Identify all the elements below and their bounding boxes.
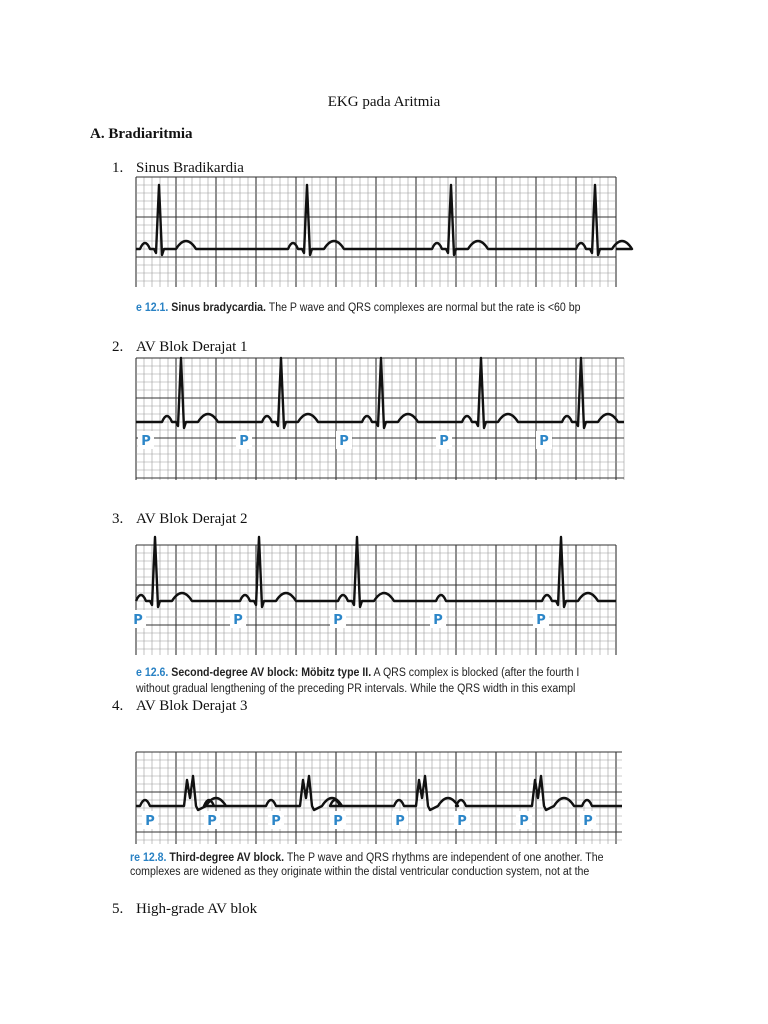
item-number: 2. [112,339,124,355]
p-label-text: P [395,814,405,829]
p-wave-label [436,431,452,449]
item-label: Sinus Bradikardia [136,160,244,176]
figure-number: e 12.6. [136,667,169,679]
item-label: AV Blok Derajat 1 [136,339,248,355]
p-wave-label [336,431,352,449]
ecg-strip-av-block-1 [136,358,624,480]
p-label-text: P [333,814,343,829]
figure-text: without gradual lengthening of the preceding PR intervals. While the QRS width in this exampl [136,683,576,695]
page-title: EKG pada Aritmia [327,94,441,110]
p-label-text: P [333,613,343,628]
p-label-text: P [583,814,593,829]
figure-caption-3 [136,667,579,679]
figure-title: Third-degree AV block. [169,852,285,864]
figure-caption-4-line2 [130,866,590,878]
figure-text: A QRS complex is blocked (after the fourth I [373,667,580,679]
p-label-text: P [433,613,443,628]
ecg-strip-svg [136,752,622,844]
ecg-trace [136,776,622,810]
p-label-text: P [519,814,529,829]
item-number: 4. [112,698,124,714]
p-label-text: P [141,434,151,449]
p-wave-label [580,811,596,829]
p-label-text: P [539,434,549,449]
p-wave-label [230,610,246,628]
figure-caption-4 [130,852,604,864]
p-wave-label [142,811,158,829]
ecg-strip-av-block-3 [136,752,622,844]
figure-title: Sinus bradycardia. [171,302,266,314]
p-wave-label [130,610,146,628]
p-wave-label [236,431,252,449]
p-label-text: P [271,814,281,829]
list-item-4 [112,698,248,715]
p-wave-label [204,811,220,829]
section-heading: A. Bradiaritmia [90,126,193,142]
figure-text: complexes are widened as they originate within the distal ventricular conduction system, not at the [130,866,590,878]
item-label: AV Blok Derajat 2 [136,511,248,527]
item-number: 5. [112,901,124,917]
p-wave-label [138,431,154,449]
item-number: 1. [112,160,124,176]
figure-caption-1 [136,302,579,314]
ecg-strip-av-block-2 [133,545,616,655]
ecg-trace [136,358,624,428]
p-label-text: P [457,814,467,829]
p-label-text: P [439,434,449,449]
figure-title: Second-degree AV block: Möbitz type II. [171,667,372,679]
p-wave-label [454,811,470,829]
list-item-3 [112,511,248,528]
p-wave-label [330,610,346,628]
figure-text: The P wave and QRS complexes are normal but the rate is <60 bp [268,302,581,314]
ecg-strip-svg [133,545,616,655]
figure-number: e 12.1. [136,302,169,314]
p-wave-label [516,811,532,829]
p-wave-label [268,811,284,829]
p-wave-label [430,610,446,628]
p-label-text: P [207,814,217,829]
p-label-text: P [133,613,143,628]
list-item-5 [112,901,257,918]
p-label-text: P [239,434,249,449]
ecg-strip-sinus-bradycardia [136,177,616,287]
figure-text: The P wave and QRS rhythms are independent of one another. The [286,852,604,864]
figure-number: re 12.8. [130,852,167,864]
item-number: 3. [112,511,124,527]
item-label: AV Blok Derajat 3 [136,698,248,714]
p-wave-label [330,811,346,829]
ecg-strip-svg [136,358,624,480]
figure-caption-3-line2 [136,683,579,695]
ecg-grid [136,752,622,844]
p-wave-label [536,431,552,449]
p-label-text: P [145,814,155,829]
p-wave-label [533,610,549,628]
p-label-text: P [536,613,546,628]
p-wave-label [392,811,408,829]
p-label-text: P [233,613,243,628]
p-label-text: P [339,434,349,449]
list-item-2 [112,339,248,356]
item-label: High-grade AV blok [136,901,258,917]
list-item-1 [112,160,244,177]
ecg-strip-svg [136,177,616,287]
ecg-grid [136,177,616,287]
